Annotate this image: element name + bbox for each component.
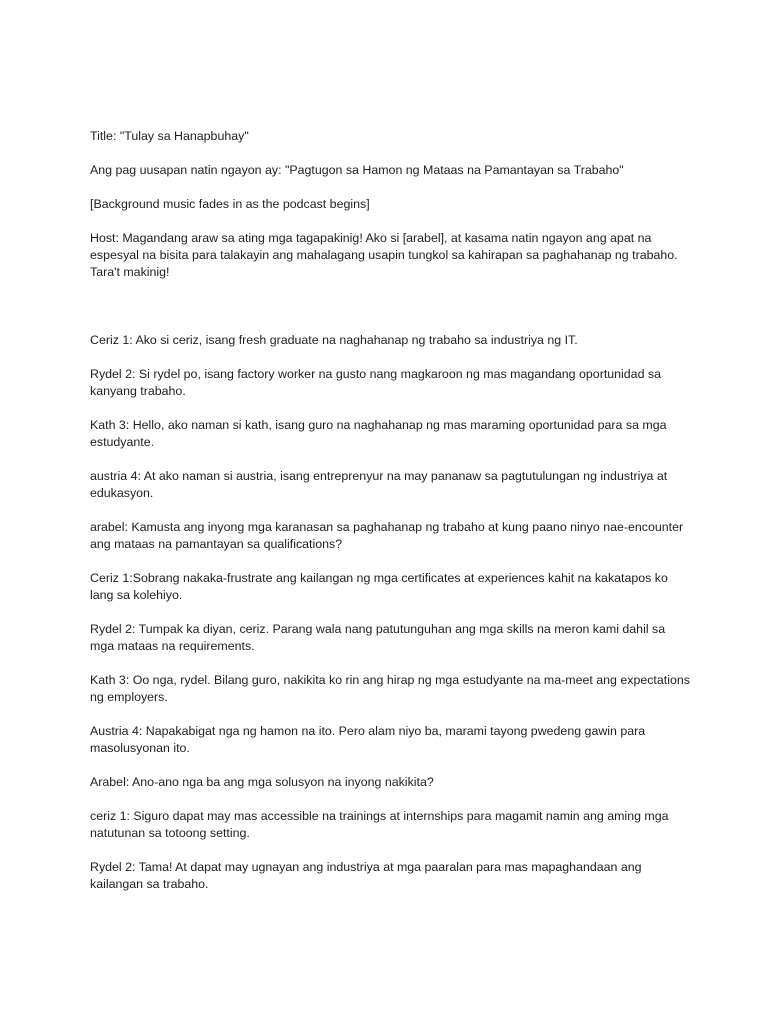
dialogue-line: Ceriz 1:Sobrang nakaka-frustrate ang kailangan ng mga certificates at experiences kahit na kakatapos ko lang sa kolehiyo.: [90, 571, 668, 602]
dialogue-line: austria 4: At ako naman si austria, isang entreprenyur na may pananaw sa pagtutulungan ng industriya at edukasyon.: [90, 469, 668, 500]
dialogue-line: Kath 3: Oo nga, rydel. Bilang guro, nakikita ko rin ang hirap ng mga estudyante na ma-meet ang expectations ng employers.: [90, 673, 690, 704]
topic-line: Ang pag uusapan natin ngayon ay: "Pagtugon sa Hamon ng Mataas na Pamantayan sa Trabaho": [90, 163, 624, 177]
dialogue-line: Ceriz 1: Ako si ceriz, isang fresh graduate na naghahanap ng trabaho sa industriya ng IT.: [90, 333, 578, 347]
dialogue-line: Rydel 2: Tumpak ka diyan, ceriz. Parang wala nang patutunguhan ang mga skills na meron kami dahil sa mga mataas na requirements.: [90, 622, 666, 653]
dialogue-line: ceriz 1: Siguro dapat may mas accessible na trainings at internships para magamit namin ang aming mga natutunan sa totoong setting.: [90, 809, 669, 840]
dialogue-line: Austria 4: Napakabigat nga ng hamon na ito. Pero alam niyo ba, marami tayong pwedeng gawin para masolusyonan ito.: [90, 724, 646, 755]
dialogue-line: Kath 3: Hello, ako naman si kath, isang guro na naghahanap ng mas maraming oportunidad para sa mga estudyante.: [90, 418, 667, 449]
dialogue-line: Arabel: Ano-ano nga ba ang mga solusyon na inyong nakikita?: [90, 775, 434, 789]
dialogue-line: arabel: Kamusta ang inyong mga karanasan sa paghahanap ng trabaho at kung paano ninyo nae-encounter ang mataas na pamantayan sa qualifications?: [90, 520, 684, 551]
section-spacer: [90, 298, 690, 332]
title-line: Title: "Tulay sa Hanapbuhay": [90, 129, 249, 143]
host-intro: Host: Magandang araw sa ating mga tagapakinig! Ako si [arabel], at kasama natin ngayon ang apat na espesyal na bisita para talakayin ang mahalagang usapin tungkol sa kahirapan sa paghahanap ng trabaho. Tara't makinig!: [90, 231, 678, 279]
document-body: [90, 128, 690, 910]
dialogue-line: Rydel 2: Si rydel po, isang factory worker na gusto nang magkaroon ng mas magandang oportunidad sa kanyang trabaho.: [90, 367, 661, 398]
dialogue-line: Rydel 2: Tama! At dapat may ugnayan ang industriya at mga paaralan para mas mapaghandaan ang kailangan sa trabaho.: [90, 860, 642, 891]
stage-direction: [Background music fades in as the podcast begins]: [90, 197, 370, 211]
